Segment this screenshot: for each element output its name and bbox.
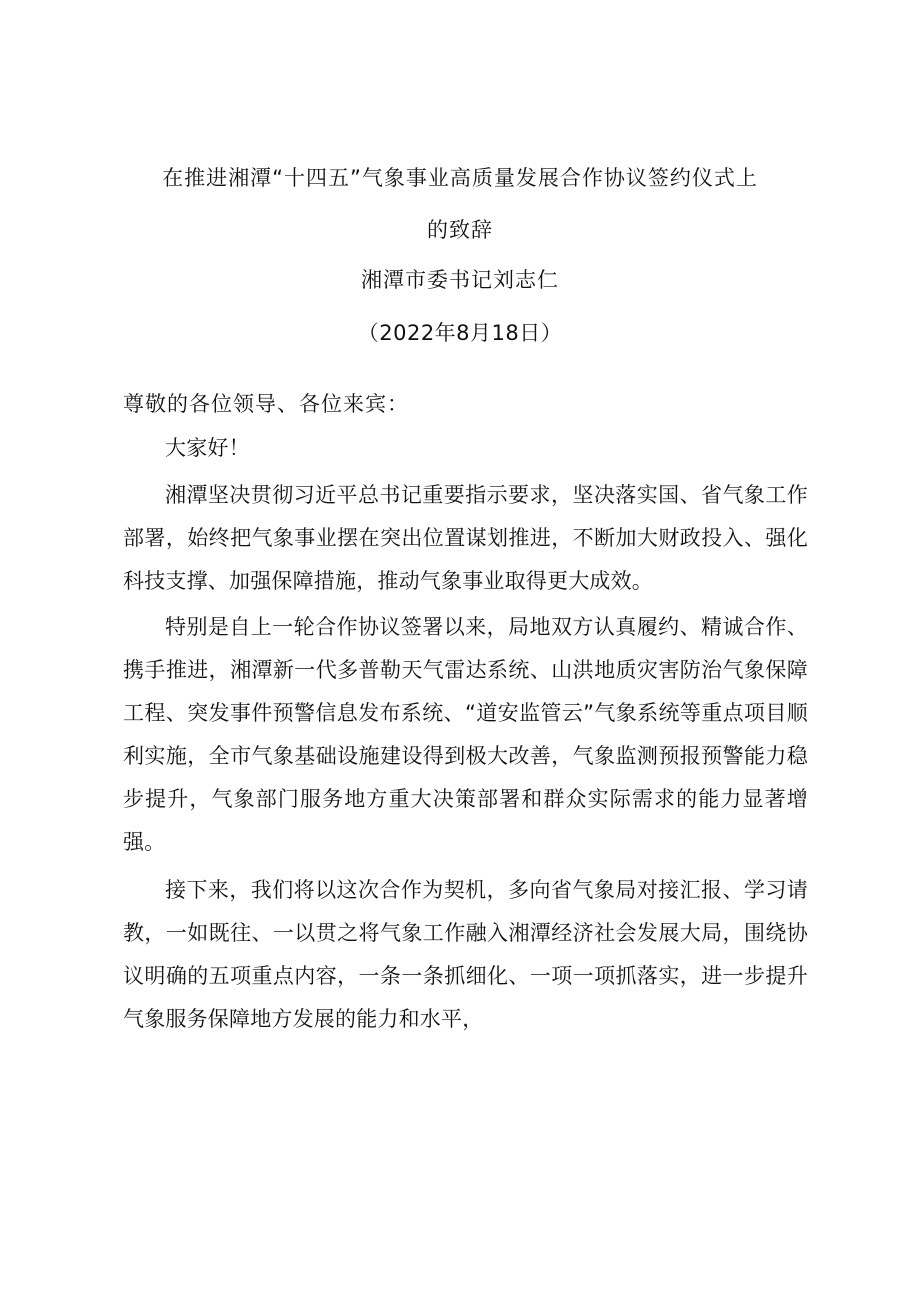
paragraph-1: 湘潭坚决贯彻习近平总书记重要指示要求，坚决落实国、省气象工作部署，始终把气象事业摆在突出位置谋划推进，不断加大财政投入、强化科技支撑、加强保障措施，推动气象事业取得更大成效。 [123, 483, 808, 593]
date-line: （2022年8月18日） [357, 321, 563, 345]
document-title-line-2: 的致辞 [427, 218, 493, 242]
greeting: 大家好！ [165, 436, 250, 460]
title-block [120, 152, 800, 362]
paragraph-2: 特别是自上一轮合作协议签署以来，局地双方认真履约、精诚合作、携手推进，湘潭新一代多普勒天气雷达系统、山洪地质灾害防治气象保障工程、突发事件预警信息发布系统、“道安监管云”气象系统等重点项目顺利实施，全市气象基础设施建设得到极大改善，气象监测预报预警能力稳步提升，气象部门服务地方重大决策部署和群众实际需求的能力显著增强。 [123, 615, 808, 854]
paragraph-3: 接下来，我们将以这次合作为契机，多向省气象局对接汇报、学习请教，一如既往、一以贯之将气象工作融入湘潭经济社会发展大局，围绕协议明确的五项重点内容，一条一条抓细化、一项一项抓落实，进一步提升气象服务保障地方发展的能力和水平， [123, 878, 808, 1031]
document-body [123, 383, 808, 1041]
document-title-line-1: 在推进湘潭“十四五”气象事业高质量发展合作协议签约仪式上 [162, 166, 758, 190]
author-line: 湘潭市委书记刘志仁 [361, 268, 559, 292]
salutation: 尊敬的各位领导、各位来宾： [123, 392, 409, 416]
